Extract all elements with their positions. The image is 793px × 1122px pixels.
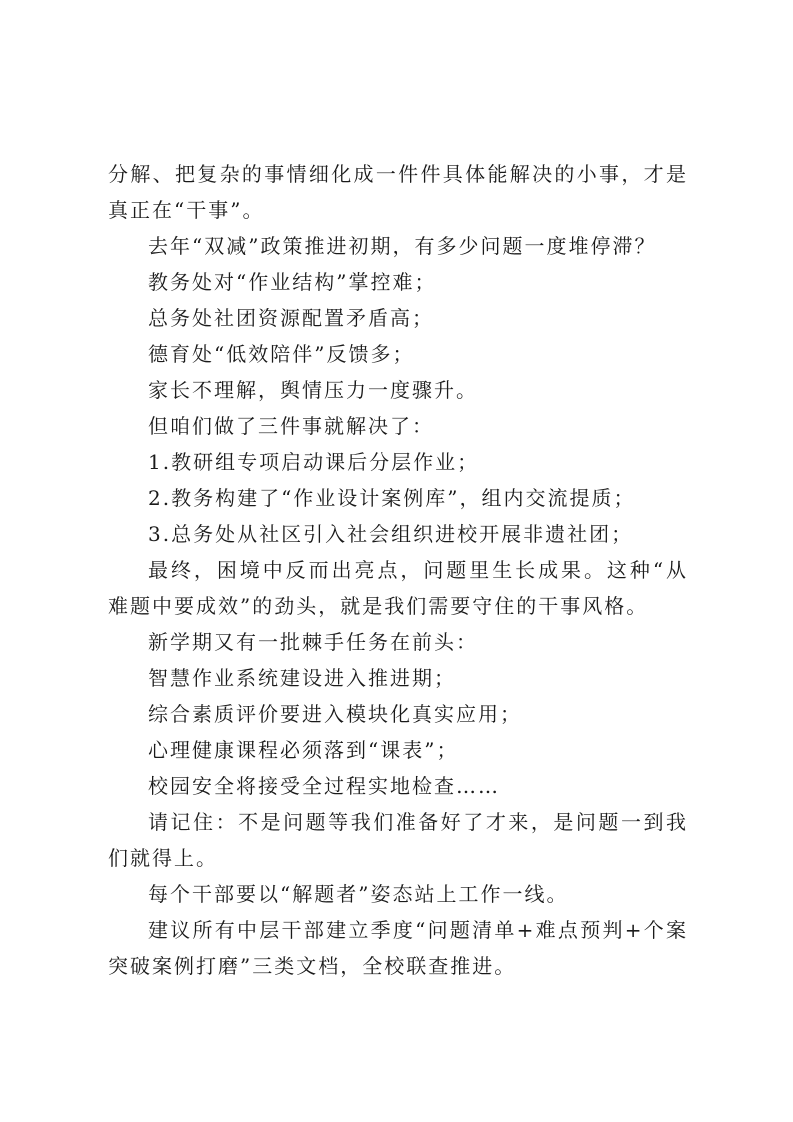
paragraph: 请记住：不是问题等我们准备好了才来，是问题一到我们就得上。	[108, 810, 688, 870]
paragraph: 建议所有中层干部建立季度“问题清单+难点预判+个案突破案例打磨”三类文档，全校联查推进。	[108, 918, 688, 978]
paragraph: 新学期又有一批棘手任务在前头：	[148, 630, 478, 654]
paragraph: 去年“双减”政策推进初期，有多少问题一度堆停滞？	[148, 234, 657, 258]
paragraph: 智慧作业系统建设进入推进期；	[148, 666, 456, 690]
paragraph: 教务处对“作业结构”掌控难；	[148, 270, 437, 294]
paragraph: 最终，困境中反而出亮点，问题里生长成果。这种“从难题中要成效”的劲头，就是我们需要守住的干事风格。	[108, 558, 688, 618]
paragraph: 综合素质评价要进入模块化真实应用；	[148, 702, 522, 726]
paragraph: 家长不理解，舆情压力一度骤升。	[148, 378, 478, 402]
list-item: 2.教务构建了“作业设计案例库”，组内交流提质；	[148, 486, 636, 510]
paragraph-continuation: 分解、把复杂的事情细化成一件件具体能解决的小事，才是真正在“干事”。	[108, 162, 688, 222]
paragraph: 但咱们做了三件事就解决了：	[148, 414, 434, 438]
list-item: 3.总务处从社区引入社会组织进校开展非遗社团；	[148, 522, 634, 546]
list-item: 1.教研组专项启动课后分层作业；	[148, 450, 480, 474]
paragraph: 德育处“低效陪伴”反馈多；	[148, 342, 415, 366]
paragraph: 每个干部要以“解题者”姿态站上工作一线。	[148, 882, 569, 906]
paragraph: 校园安全将接受全过程实地检查……	[148, 774, 500, 798]
document-body	[108, 156, 688, 984]
paragraph: 总务处社团资源配置矛盾高；	[148, 306, 434, 330]
paragraph: 心理健康课程必须落到“课表”；	[148, 738, 459, 762]
